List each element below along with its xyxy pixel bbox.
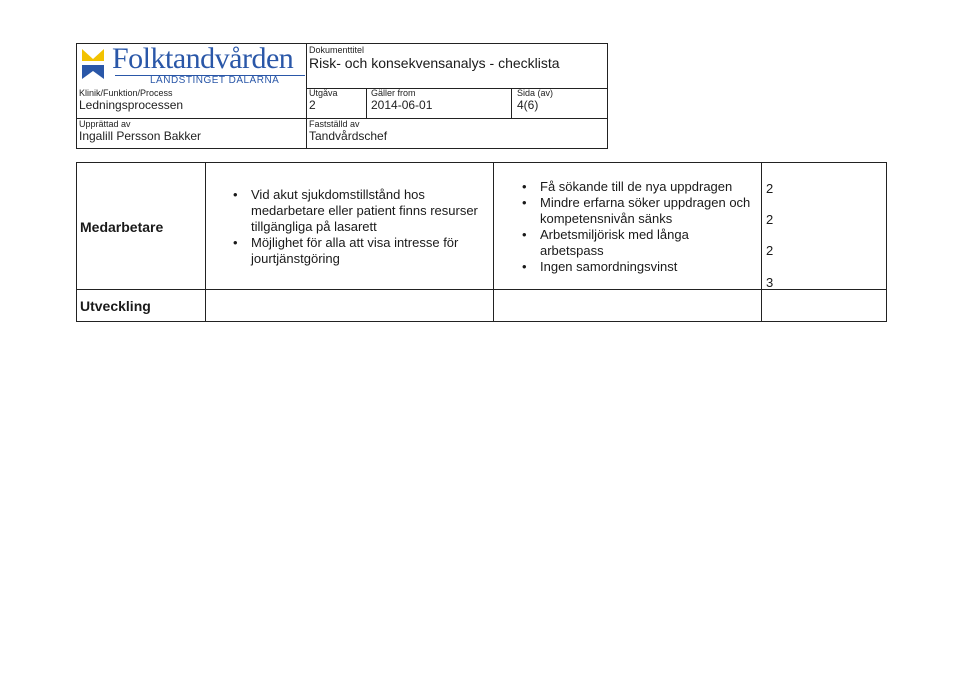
risk-score: 2 xyxy=(766,181,774,196)
positives-list xyxy=(231,187,483,267)
risk-score: 3 xyxy=(766,275,774,290)
page-value: 4(6) xyxy=(517,98,539,112)
risk-score: 2 xyxy=(766,243,774,258)
logo-subtitle: LANDSTINGET DALARNA xyxy=(150,75,280,86)
row-heading-medarbetare: Medarbetare xyxy=(80,219,164,235)
folktandvarden-logo xyxy=(80,42,305,89)
row-heading-utveckling: Utveckling xyxy=(80,298,151,314)
risks-cell xyxy=(520,179,756,275)
table-divider xyxy=(761,163,762,321)
risks-list xyxy=(520,179,756,275)
doc-title: Risk- och konsekvensanalys - checklista xyxy=(309,55,560,71)
author-value: Ingalill Persson Bakker xyxy=(79,129,202,143)
doc-title-label: Dokumenttitel xyxy=(309,45,365,55)
logo-name: Folktandvården xyxy=(112,42,294,75)
list-item: • Ingen samordningsvinst xyxy=(520,259,756,275)
list-item: • Arbetsmiljörisk med långa arbetspass xyxy=(520,227,756,259)
page-label: Sida (av) xyxy=(517,88,554,98)
header-divider xyxy=(511,88,512,118)
risk-score: 2 xyxy=(766,212,774,227)
list-item: • Vid akut sjukdomstillstånd hos medarbetare eller patient finns resurser tillgängliga på lasarett xyxy=(231,187,483,235)
approved-value: Tandvårdschef xyxy=(309,129,388,143)
table-row-divider xyxy=(77,289,886,290)
header-divider xyxy=(306,44,307,148)
list-item: • Mindre erfarna söker uppdragen och kompetensnivån sänks xyxy=(520,195,756,227)
list-item: • Få sökande till de nya uppdragen xyxy=(520,179,756,195)
table-divider xyxy=(205,163,206,321)
edition-label: Utgåva xyxy=(309,88,338,98)
header-divider xyxy=(366,88,367,118)
table-divider xyxy=(493,163,494,321)
approved-label: Fastställd av xyxy=(309,119,360,129)
unit-label: Klinik/Funktion/Process xyxy=(79,88,173,98)
author-label: Upprättad av xyxy=(79,119,131,129)
edition-value: 2 xyxy=(309,98,316,112)
logo-flag-icon xyxy=(80,47,106,79)
header-rule xyxy=(306,88,607,89)
positives-cell xyxy=(231,187,483,267)
unit-value: Ledningsprocessen xyxy=(79,98,184,112)
valid-from-label: Gäller from xyxy=(371,88,416,98)
list-item: • Möjlighet för alla att visa intresse för jourtjänstgöring xyxy=(231,235,483,267)
valid-from-value: 2014-06-01 xyxy=(371,98,433,112)
